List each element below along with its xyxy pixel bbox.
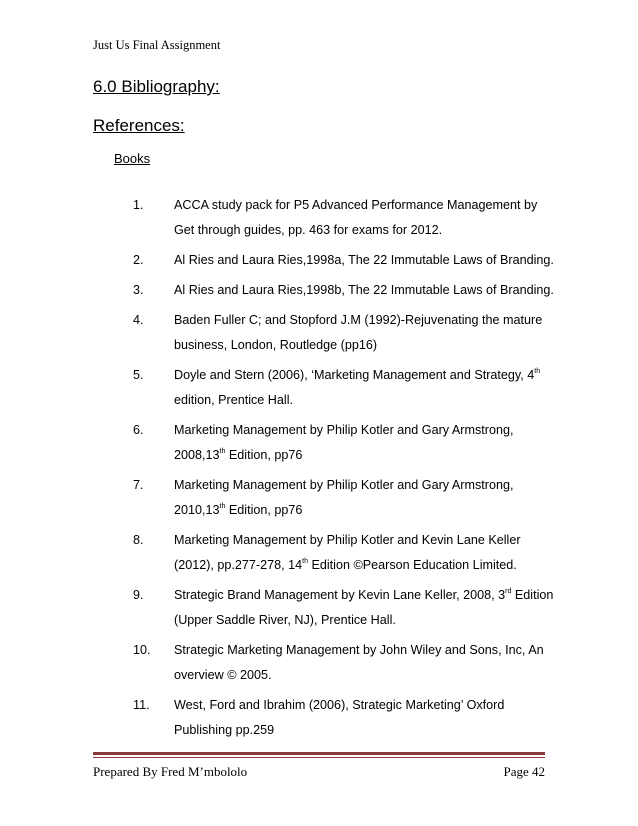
reference-text-segment: Marketing Management by Philip Kotler and Kevin Lane Keller (2012), pp.277-278, 14 — [174, 533, 521, 572]
reference-text-segment: Al Ries and Laura Ries,1998b, The 22 Immutable Laws of Branding. — [174, 283, 554, 297]
footer-rule — [93, 752, 545, 755]
reference-text-segment: Edition (Upper Saddle River, NJ), Prentice Hall. — [174, 588, 554, 627]
reference-item — [0, 528, 638, 578]
reference-number: 3. — [133, 283, 144, 297]
reference-text — [174, 418, 554, 468]
reference-item — [0, 308, 638, 358]
references-heading: References: — [93, 116, 185, 135]
reference-text-segment: ACCA study pack for P5 Advanced Performance Management by Get through guides, pp. 463 for exams for 2012. — [174, 198, 538, 237]
footer-author: Prepared By Fred M’mbololo — [93, 764, 248, 779]
reference-text — [174, 363, 554, 413]
reference-item — [0, 583, 638, 633]
reference-number: 4. — [133, 313, 144, 327]
reference-text-segment: Strategic Brand Management by Kevin Lane Keller, 2008, 3 — [174, 588, 506, 602]
reference-text-segment: Baden Fuller C; and Stopford J.M (1992)-Rejuvenating the mature business, London, Routledge (pp16) — [174, 313, 543, 352]
ordinal-superscript: th — [534, 368, 541, 375]
reference-text-segment: Edition, pp76 — [225, 448, 303, 462]
reference-text — [174, 473, 554, 523]
reference-number: 9. — [133, 588, 144, 602]
reference-text — [174, 638, 554, 688]
reference-number: 1. — [133, 198, 144, 212]
reference-number: 7. — [133, 478, 144, 492]
reference-item — [0, 473, 638, 523]
reference-text — [174, 308, 554, 358]
reference-text-segment: Doyle and Stern (2006), ‘Marketing Management and Strategy, 4 — [174, 368, 535, 382]
reference-number: 11. — [133, 698, 150, 712]
reference-number: 8. — [133, 533, 144, 547]
reference-number: 2. — [133, 253, 144, 267]
reference-text — [174, 583, 554, 633]
reference-text — [174, 193, 554, 243]
reference-text-segment: Marketing Management by Philip Kotler and Gary Armstrong, 2008,13 — [174, 423, 514, 462]
reference-number: 10. — [133, 643, 151, 657]
page-number: Page 42 — [503, 764, 545, 779]
ordinal-superscript: th — [219, 503, 226, 510]
reference-item — [0, 693, 638, 743]
reference-item — [0, 193, 638, 243]
reference-item — [0, 278, 638, 303]
ordinal-superscript: th — [302, 558, 308, 565]
ordinal-superscript: th — [219, 448, 226, 455]
reference-text-segment: Edition ©Pearson Education Limited. — [307, 558, 517, 572]
reference-number: 5. — [133, 368, 144, 382]
section-heading: 6.0 Bibliography: — [93, 77, 220, 96]
reference-item — [0, 248, 638, 273]
reference-text-segment: Strategic Marketing Management by John Wiley and Sons, Inc, An overview © 2005. — [174, 643, 544, 682]
reference-text-segment: edition, Prentice Hall. — [174, 393, 294, 407]
reference-list — [0, 193, 638, 748]
reference-number: 6. — [133, 423, 144, 437]
reference-text-segment: Edition, pp76 — [225, 503, 303, 517]
reference-text — [174, 693, 554, 743]
reference-text — [174, 278, 554, 303]
reference-item — [0, 363, 638, 413]
reference-text-segment: West, Ford and Ibrahim (2006), Strategic Marketing’ Oxford Publishing pp.259 — [174, 698, 505, 737]
reference-item — [0, 638, 638, 688]
reference-item — [0, 418, 638, 468]
reference-text — [174, 528, 554, 578]
reference-text-segment: Al Ries and Laura Ries,1998a, The 22 Immutable Laws of Branding. — [174, 253, 554, 267]
ordinal-superscript: rd — [505, 588, 512, 595]
footer-rule-thin — [93, 757, 545, 758]
books-subheading: Books — [114, 151, 151, 166]
reference-text — [174, 248, 554, 273]
running-header: Just Us Final Assignment — [93, 38, 221, 52]
reference-text-segment: Marketing Management by Philip Kotler and Gary Armstrong, 2010,13 — [174, 478, 514, 517]
